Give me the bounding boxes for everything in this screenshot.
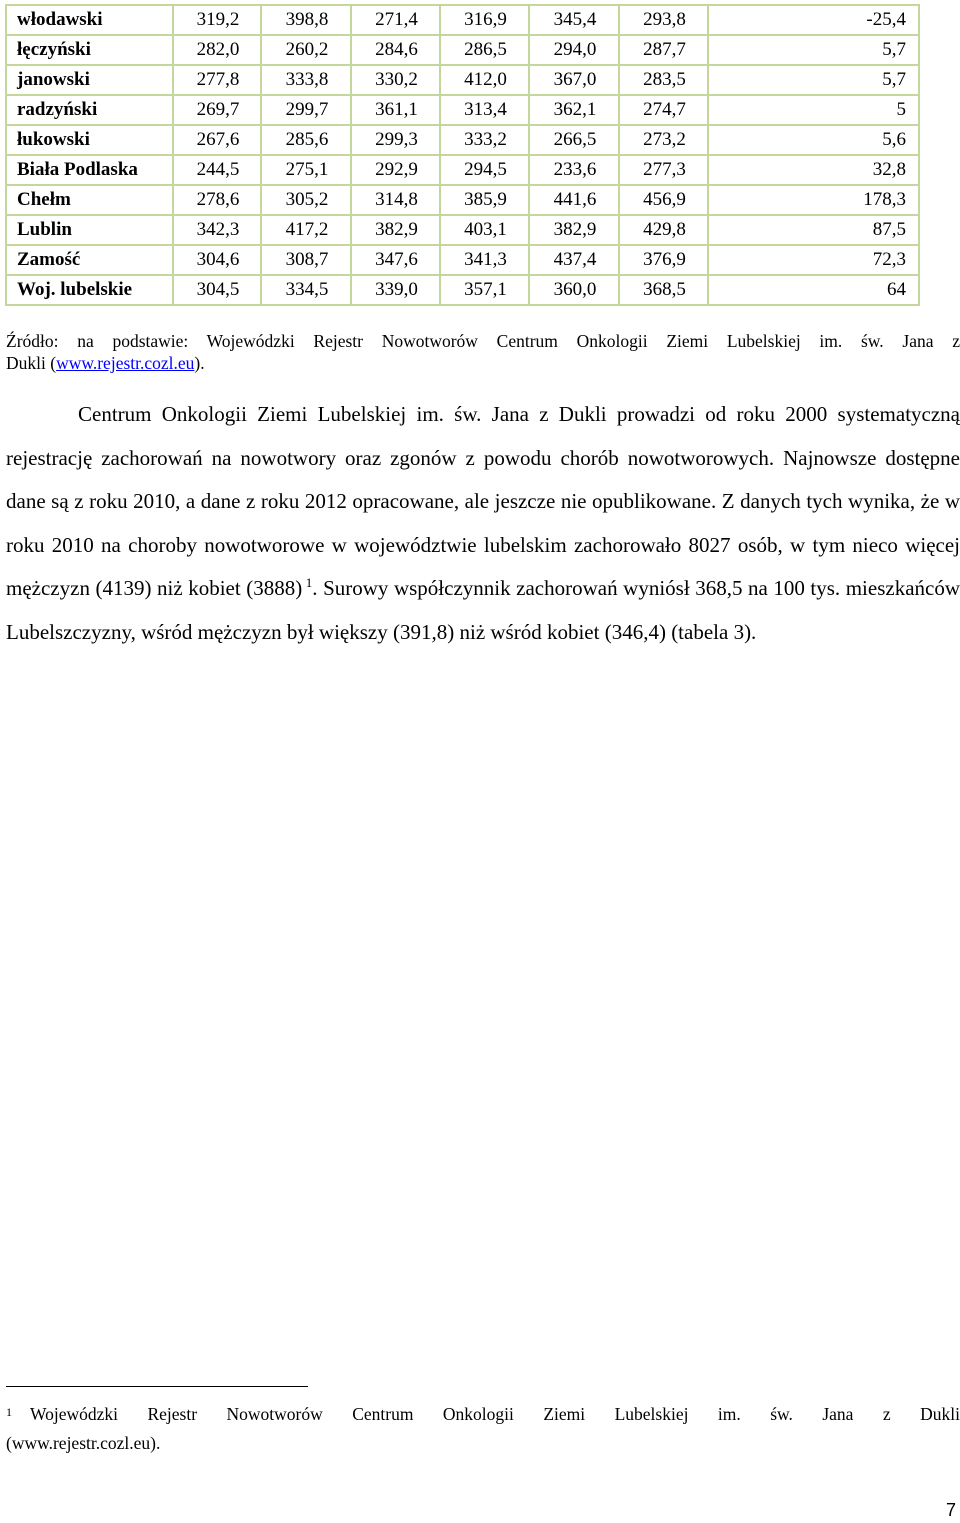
table-cell: 345,4	[529, 5, 619, 35]
row-label: Woj. lubelskie	[6, 275, 173, 305]
footnote-separator	[6, 1386, 308, 1387]
table-row	[6, 125, 919, 155]
table-cell: 412,0	[440, 65, 529, 95]
table-cell: 277,3	[619, 155, 708, 185]
footnote-marker: 1	[6, 1405, 12, 1419]
table-cell: 299,7	[261, 95, 351, 125]
table-cell: 441,6	[529, 185, 619, 215]
table-cell: 308,7	[261, 245, 351, 275]
table-cell: 266,5	[529, 125, 619, 155]
table-cell: 368,5	[619, 275, 708, 305]
table-cell: 305,2	[261, 185, 351, 215]
table-cell: 341,3	[440, 245, 529, 275]
table-cell: 304,6	[173, 245, 261, 275]
row-label: łukowski	[6, 125, 173, 155]
table-cell: 319,2	[173, 5, 261, 35]
table-row	[6, 95, 919, 125]
row-label: Biała Podlaska	[6, 155, 173, 185]
footnote-reference[interactable]: 1	[305, 575, 313, 590]
row-label: radzyński	[6, 95, 173, 125]
row-label: janowski	[6, 65, 173, 95]
table-cell: 294,5	[440, 155, 529, 185]
table-cell: 330,2	[351, 65, 440, 95]
table-cell: 361,1	[351, 95, 440, 125]
table-row	[6, 275, 919, 305]
table-cell: 269,7	[173, 95, 261, 125]
row-label: Lublin	[6, 215, 173, 245]
row-label: łęczyński	[6, 35, 173, 65]
table-cell: 339,0	[351, 275, 440, 305]
table-cell: 5,7	[708, 35, 919, 65]
table-cell: 357,1	[440, 275, 529, 305]
table-cell: 429,8	[619, 215, 708, 245]
body-paragraph	[6, 393, 960, 654]
table-cell: 278,6	[173, 185, 261, 215]
source-suffix: ).	[194, 353, 205, 373]
table-cell: 304,5	[173, 275, 261, 305]
table-row	[6, 65, 919, 95]
footnote-line-1	[6, 1400, 960, 1429]
table-cell: 376,9	[619, 245, 708, 275]
table-cell: 285,6	[261, 125, 351, 155]
table-cell: 299,3	[351, 125, 440, 155]
table-cell: 342,3	[173, 215, 261, 245]
table-cell: 5,7	[708, 65, 919, 95]
table-cell: 282,0	[173, 35, 261, 65]
table-cell: 284,6	[351, 35, 440, 65]
table-cell: 87,5	[708, 215, 919, 245]
table-cell: 32,8	[708, 155, 919, 185]
row-label: Zamość	[6, 245, 173, 275]
footnote-text: Wojewódzki Rejestr Nowotworów Centrum Onkologii Ziemi Lubelskiej im. św. Jana z Dukli	[30, 1404, 960, 1424]
source-prefix: Dukli (	[6, 353, 57, 373]
incidence-table	[5, 4, 920, 306]
row-label: Chełm	[6, 185, 173, 215]
table-cell: 277,8	[173, 65, 261, 95]
table-cell: 347,6	[351, 245, 440, 275]
source-line-2	[6, 352, 960, 374]
table-cell: 367,0	[529, 65, 619, 95]
table-row	[6, 155, 919, 185]
table-cell: 382,9	[351, 215, 440, 245]
table-cell: 271,4	[351, 5, 440, 35]
table-cell: 334,5	[261, 275, 351, 305]
table-cell: 360,0	[529, 275, 619, 305]
table-cell: 403,1	[440, 215, 529, 245]
table-cell: 286,5	[440, 35, 529, 65]
source-link[interactable]: www.rejestr.cozl.eu	[56, 353, 195, 373]
table-row	[6, 185, 919, 215]
paragraph-part-1: Centrum Onkologii Ziemi Lubelskiej im. św. Jana z Dukli prowadzi od roku 2000 systematyczną rejestrację zachorowań na nowotwory oraz zgonów z powodu chorób nowotworowych. Najnowsze dostępne dane są z roku 2010, a dane z roku 2012 opracowane, ale jeszcze nie opublikowane. Z danych tych wynika, że w roku 2010 na choroby nowotworowe w województwie lubelskim zachorowało 8027 osób, w tym nieco więcej mężczyzn (4139) niż kobiet (3888)	[6, 402, 960, 600]
table-cell: 275,1	[261, 155, 351, 185]
table-row	[6, 5, 919, 35]
table-row	[6, 35, 919, 65]
table-cell: 267,6	[173, 125, 261, 155]
table-cell: 287,7	[619, 35, 708, 65]
footnote-line-2: (www.rejestr.cozl.eu).	[6, 1433, 161, 1453]
table-cell: 292,9	[351, 155, 440, 185]
table-cell: 362,1	[529, 95, 619, 125]
table-cell: 382,9	[529, 215, 619, 245]
page-number: 7	[945, 1500, 956, 1520]
source-line-1: Źródło: na podstawie: Wojewódzki Rejestr Nowotworów Centrum Onkologii Ziemi Lubelskiej im. św. Jana z	[6, 331, 960, 351]
table-cell: 417,2	[261, 215, 351, 245]
table-cell: -25,4	[708, 5, 919, 35]
table-cell: 5,6	[708, 125, 919, 155]
row-label: włodawski	[6, 5, 173, 35]
table-cell: 398,8	[261, 5, 351, 35]
table-cell: 178,3	[708, 185, 919, 215]
table-cell: 260,2	[261, 35, 351, 65]
table-row	[6, 215, 919, 245]
table-cell: 333,2	[440, 125, 529, 155]
table-cell: 456,9	[619, 185, 708, 215]
paragraph-part-2: . Surowy współczynnik zachorowań wyniósł 368,5 na 100 tys. mieszkańców Lubelszczyzny, wśród mężczyzn był większy (391,8) niż wśród kobiet (346,4) (tabela 3).	[6, 576, 960, 644]
footnote	[6, 1400, 960, 1458]
table-cell: 64	[708, 275, 919, 305]
table-cell: 233,6	[529, 155, 619, 185]
table-cell: 316,9	[440, 5, 529, 35]
table-cell: 437,4	[529, 245, 619, 275]
table-cell: 385,9	[440, 185, 529, 215]
table-cell: 72,3	[708, 245, 919, 275]
table-row	[6, 245, 919, 275]
table-cell: 244,5	[173, 155, 261, 185]
table-cell: 313,4	[440, 95, 529, 125]
table-cell: 333,8	[261, 65, 351, 95]
table-cell: 314,8	[351, 185, 440, 215]
table-cell: 5	[708, 95, 919, 125]
table-cell: 283,5	[619, 65, 708, 95]
table-cell: 293,8	[619, 5, 708, 35]
table-cell: 273,2	[619, 125, 708, 155]
source-note	[6, 330, 960, 374]
table-cell: 274,7	[619, 95, 708, 125]
table-cell: 294,0	[529, 35, 619, 65]
